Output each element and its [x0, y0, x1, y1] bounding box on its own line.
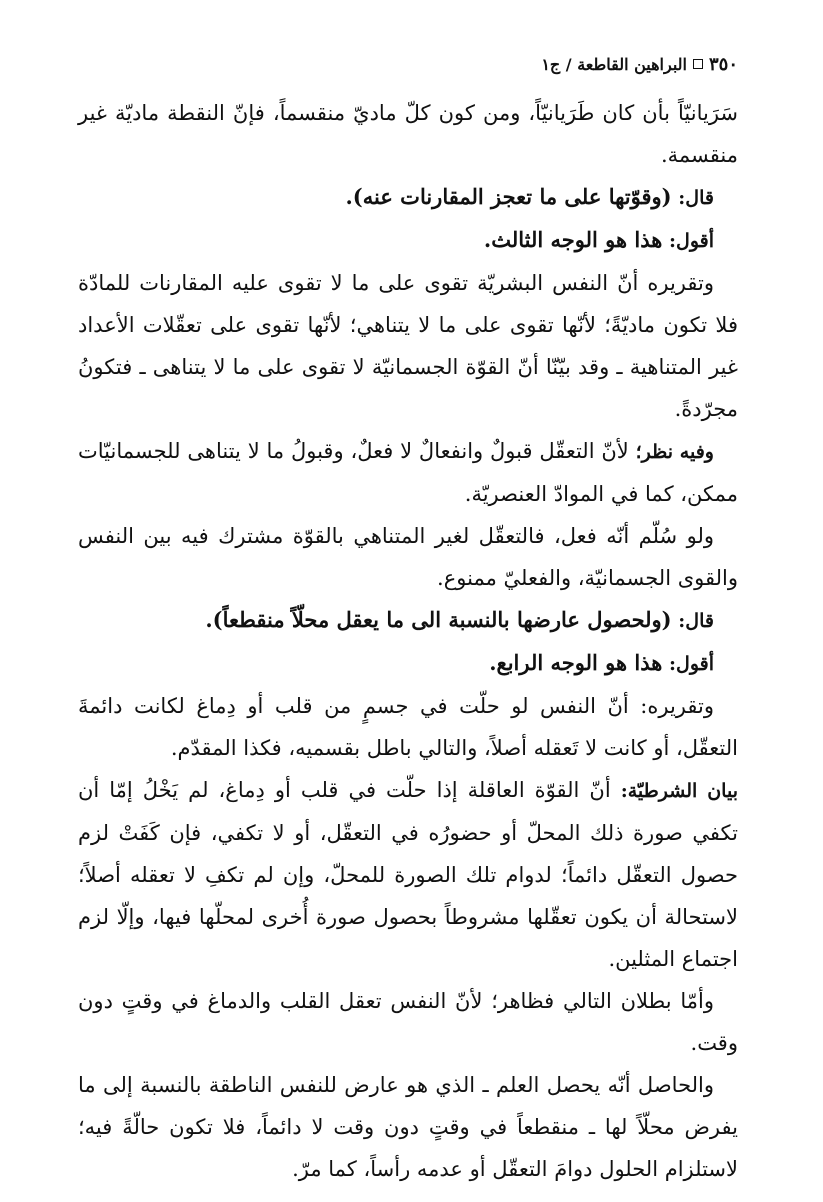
paragraph [78, 515, 738, 599]
paragraph-lead: وفيه نظر؛ [635, 441, 714, 463]
book-title: البراهين القاطعة / ج١ [541, 54, 687, 74]
paragraph-text: ولو سُلّم أنّه فعل، فالتعقّل لغير المتناهي بالقوّة مشترك فيه بين النفس والقوى الجسمانيّة، والفعليّ ممنوع. [78, 524, 738, 590]
page-number: ٣٥٠ [708, 53, 738, 75]
paragraph [78, 1064, 738, 1190]
paragraph-lead: أقول: [669, 230, 714, 252]
quote-paragraph [78, 599, 738, 642]
paragraph-lead: أقول: [669, 653, 714, 675]
page-body [78, 92, 738, 1190]
paragraph [78, 92, 738, 176]
paragraph-text: وتقريره: أنّ النفس لو حلّت في جسمٍ من قلب أو دِماغ لكانت دائمةَ التعقّل، أو كانت لا تَعقله أصلاً، والتالي باطل بقسميه، فكذا المقدّم. [78, 694, 738, 760]
paragraph-text: وتقريره أنّ النفس البشريّة تقوى على ما لا تقوى عليه المقارنات للمادّة فلا تكون ماديّةً؛ لأنّها تقوى على ما لا يتناهي؛ لأنّها تقوى على تعقّلات الأعداد غير المتناهية ـ وقد بيّنّا أنّ القوّة الجسمانيّة لا تقوى على ما لا يتناهى ـ فتكونُ مجرّدةً. [78, 271, 738, 421]
paragraph-text: أنّ القوّة العاقلة إذا حلّت في قلب أو دِماغ، لم يَخْلُ إمّا أن تكفي صورة ذلك المحلّ أو حضورُه في التعقّل، أو لا تكفي، فإن كَفَتْ لزم حصول التعقّل دائماً؛ لدوام تلك الصورة للمحلّ، وإن لم تكفِ لا تعقله أصلاً؛ لاستحالة أن يكون تعقّلها مشروطاً بحصول صورة أُخرى لمحلّها فيها، وإلّا لزم اجتماع المثلين. [78, 778, 738, 971]
paragraph [78, 769, 738, 980]
paragraph-lead: قال: [678, 610, 714, 632]
paragraph-lead: بيان الشرطيّة: [620, 780, 738, 802]
paragraph [78, 685, 738, 769]
paragraph-lead: قال: [678, 187, 714, 209]
paragraph [78, 262, 738, 430]
quoted-text: (ولحصول عارضها بالنسبة الى ما يعقل محلّاً منقطعاً). [205, 607, 672, 632]
paragraph-text: هذا هو الوجه الثالث. [483, 227, 663, 252]
paragraph-text: هذا هو الوجه الرابع. [489, 650, 663, 675]
paragraph [78, 980, 738, 1064]
paragraph-text: سَرَيانيّاً بأن كان طَرَيانيّاً، ومن كون كلّ ماديّ منقسماً، فإنّ النقطة ماديّة غير منقسمة. [78, 101, 738, 167]
running-header [78, 52, 738, 76]
quote-paragraph [78, 176, 738, 219]
paragraph-text: والحاصل أنّه يحصل العلم ـ الذي هو عارض للنفس الناطقة بالنسبة إلى ما يفرض محلّاً لها ـ منقطعاً في وقتٍ دون وقت لا دائماً، فلا تكون حالّةً فيه؛ لاستلزام الحلول دوامَ التعقّل أو عدمه رأساً، كما مرّ. [78, 1073, 738, 1181]
paragraph-text: لأنّ التعقّل قبولٌ وانفعالٌ لا فعلٌ، وقبولُ ما لا يتناهى للجسمانيّات ممكن، كما في الموادّ العنصريّة. [78, 439, 738, 506]
paragraph [78, 430, 738, 515]
square-separator-icon [693, 59, 703, 69]
paragraph-text: وأمّا بطلان التالي فظاهر؛ لأنّ النفس تعقل القلب والدماغ في وقتٍ دون وقت. [78, 989, 738, 1055]
commentary-paragraph [78, 219, 738, 262]
quoted-text: (وقوّتها على ما تعجز المقارنات عنه). [345, 184, 672, 209]
commentary-paragraph [78, 642, 738, 685]
